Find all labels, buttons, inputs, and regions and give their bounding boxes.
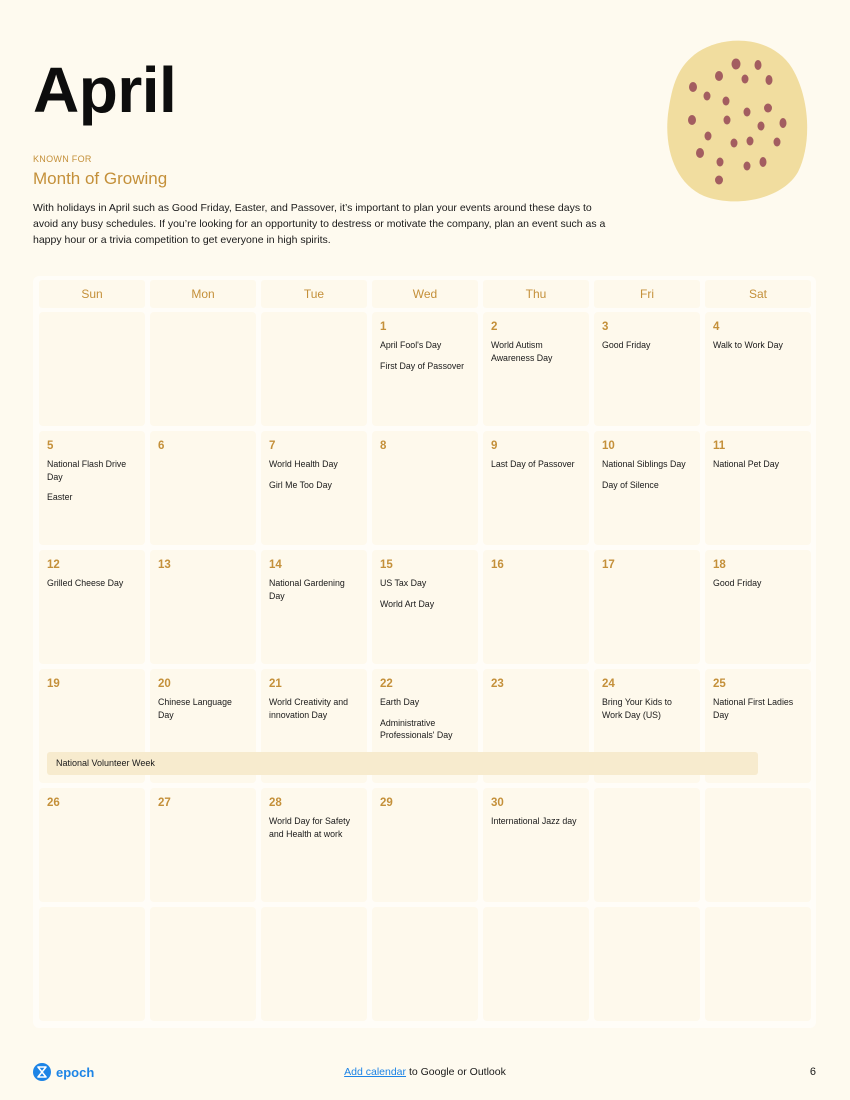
weekday-sat: Sat (705, 280, 811, 308)
day-number: 3 (602, 321, 609, 333)
day-number: 7 (269, 440, 276, 452)
event-label: National Siblings Day (602, 459, 686, 469)
event-label: World Creativity and innovation Day (269, 697, 349, 720)
day-cell-17 (594, 550, 700, 664)
footer-cta (0, 1066, 850, 1078)
day-number: 12 (47, 559, 60, 571)
weekday-wed: Wed (372, 280, 478, 308)
day-cell-15 (372, 550, 478, 664)
day-cell-7 (261, 431, 367, 545)
day-cell-4 (705, 312, 811, 426)
empty-day-cell (39, 907, 145, 1021)
page-title: April (33, 54, 177, 126)
day-cell-1 (372, 312, 478, 426)
day-number: 20 (158, 678, 171, 690)
event-label: Bring Your Kids to Work Day (US) (602, 697, 672, 720)
day-number: 30 (491, 797, 504, 809)
day-cell-2 (483, 312, 589, 426)
day-number: 5 (47, 440, 54, 452)
day-number: 17 (602, 559, 615, 571)
brand-name: epoch (56, 1064, 95, 1080)
day-cell-6 (150, 431, 256, 545)
day-number: 14 (269, 559, 282, 571)
event-label: Day of Silence (602, 479, 659, 490)
day-cell-29 (372, 788, 478, 902)
event-label: Grilled Cheese Day (47, 578, 124, 588)
event-label: Last Day of Passover (491, 459, 575, 469)
event-label: Good Friday (602, 340, 651, 350)
day-cell-5 (39, 431, 145, 545)
day-number: 10 (602, 440, 615, 452)
add-calendar-link[interactable]: Add calendar (344, 1066, 407, 1078)
day-number: 29 (380, 797, 393, 809)
day-cell-13 (150, 550, 256, 664)
day-cell-30 (483, 788, 589, 902)
event-label: Good Friday (713, 578, 762, 588)
footer-cta-suffix: to Google or Outlook (406, 1066, 506, 1078)
weekday-tue: Tue (261, 280, 367, 308)
day-number: 19 (47, 678, 60, 690)
day-number: 21 (269, 678, 282, 690)
day-cell-16 (483, 550, 589, 664)
day-number: 6 (158, 440, 165, 452)
empty-day-cell (705, 788, 811, 902)
day-number: 4 (713, 321, 720, 333)
empty-day-cell (372, 907, 478, 1021)
empty-day-cell (150, 907, 256, 1021)
weekday-mon: Mon (150, 280, 256, 308)
day-cell-12 (39, 550, 145, 664)
weekday-fri: Fri (594, 280, 700, 308)
day-cell-18 (705, 550, 811, 664)
month-theme: Month of Growing (33, 169, 168, 188)
event-label: National First Ladies Day (713, 697, 794, 720)
day-number: 24 (602, 678, 615, 690)
day-number: 15 (380, 559, 393, 571)
event-label: Easter (47, 492, 73, 503)
day-number: 8 (380, 440, 387, 452)
day-cell-8 (372, 431, 478, 545)
event-label: Chinese Language Day (158, 697, 232, 720)
event-label: Administrative Professionals' Day (380, 717, 453, 741)
event-label: Walk to Work Day (713, 340, 783, 350)
known-for-label: KNOWN FOR (33, 154, 92, 164)
empty-day-cell (150, 312, 256, 426)
day-number: 25 (713, 678, 726, 690)
event-label: Earth Day (380, 697, 420, 707)
empty-day-cell (705, 907, 811, 1021)
day-cell-9 (483, 431, 589, 545)
decorative-blob (664, 40, 810, 204)
day-cell-11 (705, 431, 811, 545)
week-event-bar: National Volunteer Week (47, 752, 758, 775)
day-number: 16 (491, 559, 504, 571)
weekday-thu: Thu (483, 280, 589, 308)
empty-day-cell (261, 312, 367, 426)
day-number: 23 (491, 678, 504, 690)
day-number: 11 (713, 440, 726, 452)
event-label: National Pet Day (713, 459, 780, 469)
event-label: First Day of Passover (380, 360, 465, 371)
day-number: 13 (158, 559, 171, 571)
event-label: World Autism Awareness Day (491, 340, 553, 363)
day-cell-10 (594, 431, 700, 545)
day-number: 27 (158, 797, 171, 809)
day-cell-28 (261, 788, 367, 902)
empty-day-cell (594, 907, 700, 1021)
event-label: National Gardening Day (269, 578, 345, 601)
day-number: 2 (491, 321, 498, 333)
empty-day-cell (594, 788, 700, 902)
event-label: World Art Day (380, 598, 435, 609)
empty-day-cell (483, 907, 589, 1021)
event-label: World Health Day (269, 459, 338, 469)
event-label: US Tax Day (380, 578, 427, 588)
day-number: 18 (713, 559, 726, 571)
event-label: Girl Me Too Day (269, 479, 332, 490)
event-label: April Fool's Day (380, 340, 442, 350)
event-label: International Jazz day (491, 816, 577, 826)
day-cell-3 (594, 312, 700, 426)
page-number: 6 (809, 1066, 816, 1078)
weekday-sun: Sun (39, 280, 145, 308)
day-cell-14 (261, 550, 367, 664)
event-label: National Flash Drive Day (47, 459, 127, 482)
day-cell-27 (150, 788, 256, 902)
empty-day-cell (261, 907, 367, 1021)
empty-day-cell (39, 312, 145, 426)
event-label: World Day for Safety and Health at work (269, 816, 350, 839)
day-number: 1 (380, 321, 387, 333)
month-description: With holidays in April such as Good Friday, Easter, and Passover, it’s important to plan your events around these days to avoid any busy schedules. If you’re looking for an opportunity to destress or motivate the company, plan an event such as a happy hour or a trivia competition to get everyone in high spirits. (33, 202, 606, 246)
day-number: 26 (47, 797, 60, 809)
day-number: 28 (269, 797, 282, 809)
day-number: 22 (380, 678, 393, 690)
day-cell-26 (39, 788, 145, 902)
day-number: 9 (491, 440, 498, 452)
